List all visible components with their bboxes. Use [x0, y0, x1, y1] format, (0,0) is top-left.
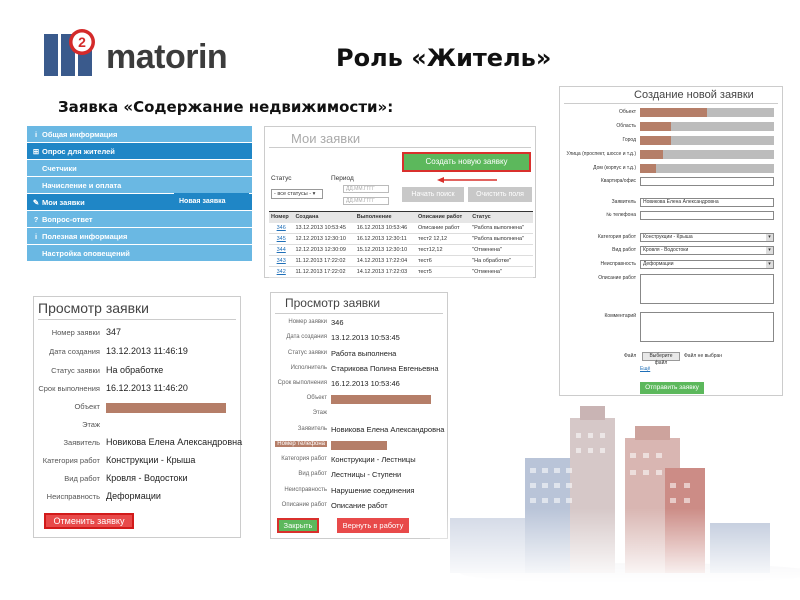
create-request-form [559, 86, 783, 396]
period-label: Период [331, 175, 354, 182]
clear-button[interactable]: Очистить поля [468, 187, 532, 202]
nav-item-billing[interactable] [27, 177, 252, 194]
table-row: 343 11.12.2013 17:22:02 14.12.2013 17:22:04 тест6 "На обработке" [269, 256, 533, 267]
fault-select[interactable]: Деформации ▾ [640, 260, 774, 269]
column-header[interactable]: Номер [269, 212, 293, 223]
request-number-link[interactable]: 346 [269, 223, 293, 234]
column-header[interactable]: Описание работ [416, 212, 470, 223]
nav-item-label: Полезная информация [42, 232, 128, 241]
region-field: Область [560, 122, 780, 132]
fault-field: Неисправность Деформации ▾ [560, 260, 780, 270]
create-request-button[interactable]: Создать новую заявку [402, 152, 531, 172]
slide-subtitle: Заявка «Содержание недвижимости»: [58, 98, 394, 116]
return-to-work-button[interactable]: Вернуть в работу [337, 518, 409, 533]
close-button[interactable]: Закрыть [277, 518, 319, 533]
logo-glyph: 2 [78, 34, 86, 50]
nav-item-qa[interactable] [27, 211, 252, 228]
nav-item-label: Мои заявки [42, 198, 85, 207]
redacted-value [640, 164, 774, 173]
more-link[interactable]: Ещё [640, 366, 651, 372]
nav-item-label: Счетчики [42, 164, 77, 173]
date-to-input[interactable]: ДД.ММ.ГГГГ [343, 197, 389, 205]
applicant-input[interactable]: Новикова Елена Александровна [640, 198, 774, 207]
form-title: Создание новой заявки [634, 89, 754, 101]
street-field: Улица (проспект, шоссе и т.д.) [560, 150, 780, 160]
file-status: Файл не выбран [684, 353, 723, 359]
info-icon: i [34, 232, 38, 241]
table-row: 344 12.12.2013 12:30:09 15.12.2013 12:30:10 тест12,12 "Отменена" [269, 245, 533, 256]
apartment-input[interactable] [640, 177, 774, 186]
request-number-link[interactable]: 345 [269, 234, 293, 245]
column-header[interactable]: Статус [470, 212, 533, 223]
category-field: Категория работ Конструкции - Крыша ▾ [560, 233, 780, 243]
table-row: 345 12.12.2013 12:30:10 16.12.2013 12:30:11 тест2 12,12 "Работа выполнена" [269, 234, 533, 245]
logo-wordmark: matorin [106, 38, 228, 76]
nav-item-label: Начисление и оплата [42, 181, 122, 190]
nav-item-useful-info[interactable] [27, 228, 252, 245]
panel-title: Просмотр заявки [285, 296, 381, 310]
buildings-illustration [430, 398, 800, 583]
panel-title: Мои заявки [291, 131, 361, 146]
apartment-field: Квартира/офис [560, 177, 780, 187]
view-request-panel-1: Просмотр заявки Номер заявки 347 Дата создания 13.12.2013 11:46:19 Статус заявки На обработке Срок выполнения 16.12.2013 11:46:20 Объект Этаж Заявитель Новикова Елена Александровна Категория работ Конструкции - Крыша Вид работ Кровля - Водостоки Неисправность Деформации Отменить заявку [33, 296, 241, 538]
divider [38, 319, 236, 320]
matorin-logo [44, 28, 244, 78]
file-label: Файл [624, 353, 637, 359]
comment-textarea[interactable] [640, 312, 774, 342]
table-row: 342 11.12.2013 17:22:02 14.12.2013 17:22:03 тест5 "Отменена" [269, 267, 533, 278]
table-row: 346 13.12.2013 10:53:45 16.12.2013 10:53:46 Описание работ "Работа выполнена" [269, 223, 533, 234]
request-number-link[interactable]: 343 [269, 256, 293, 267]
nav-item-label: Общая информация [42, 130, 118, 139]
worktype-select[interactable]: Кровля - Водостоки ▾ [640, 246, 774, 255]
column-header[interactable]: Создана [293, 212, 354, 223]
nav-submenu-new-request[interactable]: Новая заявка [174, 193, 249, 210]
requests-table [269, 211, 533, 278]
chevron-down-icon: ▾ [766, 261, 773, 268]
worktype-field: Вид работ Кровля - Водостоки ▾ [560, 246, 780, 256]
date-from-input[interactable]: ДД.ММ.ГГГГ [343, 185, 389, 193]
panel-title: Просмотр заявки [38, 300, 149, 316]
search-button[interactable]: Начать поиск [402, 187, 464, 202]
request-number-link[interactable]: 344 [269, 245, 293, 256]
redacted-value [640, 108, 774, 117]
redacted-value [106, 403, 226, 413]
nav-item-label: Опрос для жителей [42, 147, 115, 156]
status-select[interactable]: - все статусы - ▾ [271, 189, 323, 199]
nav-item-meters[interactable] [27, 160, 252, 177]
slide-title: Роль «Житель» [336, 44, 552, 72]
pencil-icon: ✎ [32, 198, 40, 207]
matorin-logo-icon [44, 28, 102, 76]
nav-item-survey[interactable] [27, 143, 252, 160]
info-icon: i [34, 130, 38, 139]
redacted-value [640, 150, 774, 159]
redacted-value [331, 441, 387, 450]
nav-item-label: Настройка оповещений [42, 249, 130, 258]
phone-field: № телефона [560, 211, 780, 221]
phone-input[interactable] [640, 211, 774, 220]
redacted-value [640, 136, 774, 145]
arrow-left-icon [437, 177, 497, 183]
status-label: Статус [271, 175, 292, 182]
chevron-down-icon: ▾ [766, 247, 773, 254]
redacted-value [331, 395, 431, 404]
comment-field: Комментарий [560, 312, 780, 322]
cancel-request-button[interactable]: Отменить заявку [44, 513, 134, 529]
choose-file-button[interactable]: Выберите файл [642, 352, 680, 361]
divider [564, 103, 778, 104]
question-icon: ? [33, 215, 39, 224]
divider [275, 313, 443, 314]
divider [269, 147, 531, 148]
object-field: Объект [560, 108, 780, 118]
house-field: Дом (корпус и т.д.) [560, 164, 780, 174]
redacted-value [640, 122, 774, 131]
nav-item-notifications[interactable] [27, 245, 252, 262]
applicant-field: Заявитель Новикова Елена Александровна [560, 198, 780, 208]
survey-icon: ⊞ [32, 147, 40, 156]
description-field: Описание работ [560, 274, 780, 284]
category-select[interactable]: Конструкции - Крыша ▾ [640, 233, 774, 242]
submit-request-button[interactable]: Отправить заявку [640, 382, 704, 394]
description-textarea[interactable] [640, 274, 774, 304]
column-header[interactable]: Выполнение [355, 212, 416, 223]
chevron-down-icon: ▾ [766, 234, 773, 241]
my-requests-panel [264, 126, 536, 278]
city-field: Город [560, 136, 780, 146]
nav-item-general-info[interactable] [27, 126, 252, 143]
nav-item-label: Вопрос-ответ [42, 215, 93, 224]
request-number-link[interactable]: 342 [269, 267, 293, 278]
view-request-panel-2: Просмотр заявки Номер заявки 346 Дата создания 13.12.2013 10:53:45 Статус заявки Работа выполнена Исполнитель Старикова Полина Евгеньевна Срок выполнения 16.12.2013 10:53:46 Объект Этаж Заявитель Новикова Елена Александровна Номер телефона Категория работ Конструкции - Лестницы Вид работ Лестницы - Ступени Неисправность Нарушение соединения Описание работ Описание работ Закрыть Вернуть в работу [270, 292, 448, 539]
